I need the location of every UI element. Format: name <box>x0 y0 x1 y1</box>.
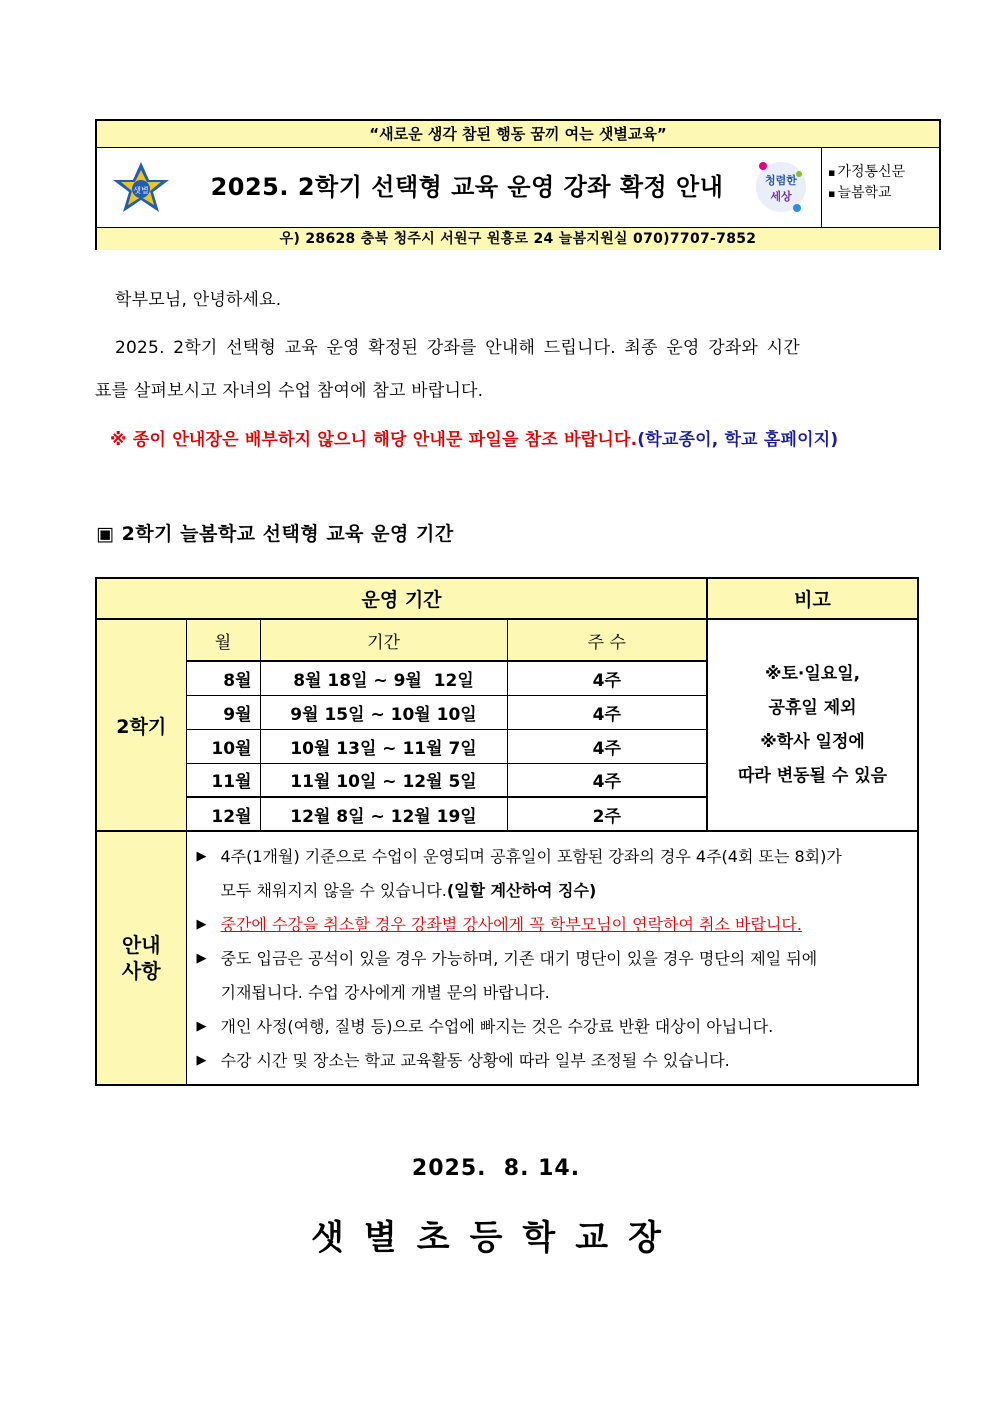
col-period: 기간 <box>260 619 507 661</box>
section-title: ▣ 2학기 늘봄학교 선택형 교육 운영 기간 <box>96 523 454 545</box>
cell-period: 11월 10일 ~ 12월 5일 <box>260 763 507 797</box>
note-text-red: 중간에 수강을 취소할 경우 강좌별 강사에게 꼭 학부모님이 연락하여 취소 바랍니다. <box>220 915 802 934</box>
tag-newsletter: ▪ 가정통신문 <box>828 162 941 183</box>
remark-line: ※학사 일정에 <box>760 732 865 752</box>
cell-weeks: 4주 <box>507 661 707 695</box>
cell-month: 12월 <box>186 797 260 831</box>
school-address: 우) 28628 충북 청주시 서원구 원흥로 24 늘봄지원실 070)7707-7852 <box>97 228 939 250</box>
cell-period: 9월 15일 ~ 10월 10일 <box>260 695 507 729</box>
cell-period: 12월 8일 ~ 12월 19일 <box>260 797 507 831</box>
header-period: 운영 기간 <box>96 578 707 619</box>
cell-period: 8월 18일 ~ 9월 12일 <box>260 661 507 695</box>
note-item <box>197 1010 912 1044</box>
school-logo-icon <box>109 160 173 216</box>
col-weeks: 주 수 <box>507 619 707 661</box>
header-remark: 비고 <box>707 578 918 619</box>
note-item <box>197 942 912 1010</box>
cell-weeks: 4주 <box>507 763 707 797</box>
note-item <box>197 840 912 908</box>
integrity-logo-icon <box>753 156 809 218</box>
intro-line-2: 표를 살펴보시고 자녀의 수업 참여에 참고 바랍니다. <box>95 381 484 401</box>
note-text: 개인 사정(여행, 질병 등)으로 수업에 빠지는 것은 수강료 반환 대상이 아닙니다. <box>220 1017 774 1036</box>
tag-neulbom: ▪ 늘봄학교 <box>828 183 941 204</box>
notes-label-1: 안내 <box>121 933 161 957</box>
note-item <box>197 908 912 942</box>
issue-date: 2025. 8. 14. <box>411 1156 581 1181</box>
signer: 샛별초등학교장 <box>311 1218 681 1258</box>
notes-label-2: 사항 <box>121 959 161 983</box>
col-month: 월 <box>186 619 260 661</box>
logo-word-1: 청렴한 <box>765 174 797 187</box>
notes-label <box>96 831 186 1085</box>
remark-line: 따라 변동될 수 있음 <box>737 766 888 786</box>
intro-line-1: 2025. 2학기 선택형 교육 운영 확정된 강좌를 안내해 드립니다. 최종 운영 강좌와 시간 <box>115 338 800 358</box>
cell-period: 10월 13일 ~ 11월 7일 <box>260 729 507 763</box>
greeting: 학부모님, 안녕하세요. <box>115 290 282 310</box>
note-text: 기재됩니다. 수업 강사에게 개별 문의 바랍니다. <box>220 983 550 1002</box>
remark-cell <box>707 619 918 831</box>
cell-weeks: 4주 <box>507 695 707 729</box>
logo-word-2: 세상 <box>770 190 792 203</box>
cell-weeks: 2주 <box>507 797 707 831</box>
term-label: 2학기 <box>96 619 186 831</box>
notes-cell <box>186 831 918 1085</box>
cell-month: 10월 <box>186 729 260 763</box>
note-text: ▶ 4주(1개월) 기준으로 수업이 운영되며 공휴일이 포함된 강좌의 경우 4주(4회 또는 8회)가 <box>220 847 842 866</box>
cell-weeks: 4주 <box>507 729 707 763</box>
document-type-tags <box>821 148 941 227</box>
cell-month: 9월 <box>186 695 260 729</box>
notice-red: ※ 종이 안내장은 배부하지 않으니 해당 안내문 파일을 참조 바랍니다. <box>110 430 638 450</box>
schedule-table <box>95 577 919 1086</box>
cell-month: 8월 <box>186 661 260 695</box>
school-motto: “새로운 생각 참된 행동 꿈끼 여는 샛별교육” <box>97 121 939 148</box>
remark-line: 공휴일 제외 <box>768 698 857 718</box>
letterhead <box>95 119 941 250</box>
note-text: ▶ 중도 입금은 공석이 있을 경우 가능하며, 기존 대기 명단이 있을 경우 명단의 제일 뒤에 <box>220 949 818 968</box>
notice-blue: (학교종이, 학교 홈페이지) <box>637 430 839 450</box>
letterhead-title-row <box>97 148 939 228</box>
cell-month: 11월 <box>186 763 260 797</box>
note-bold: (일할 계산하여 징수) <box>446 881 597 900</box>
remark-line: ※토·일요일, <box>764 664 861 684</box>
note-text: 모두 채워지지 않을 수 있습니다. <box>220 881 447 900</box>
note-text: 수강 시간 및 장소는 학교 교육활동 상황에 따라 일부 조정될 수 있습니다. <box>220 1051 730 1070</box>
logo-text: 샛별 <box>133 186 149 195</box>
page-title: 2025. 2학기 선택형 교육 운영 강좌 확정 안내 <box>210 173 724 201</box>
note-item <box>197 1044 912 1078</box>
notice <box>110 425 838 450</box>
